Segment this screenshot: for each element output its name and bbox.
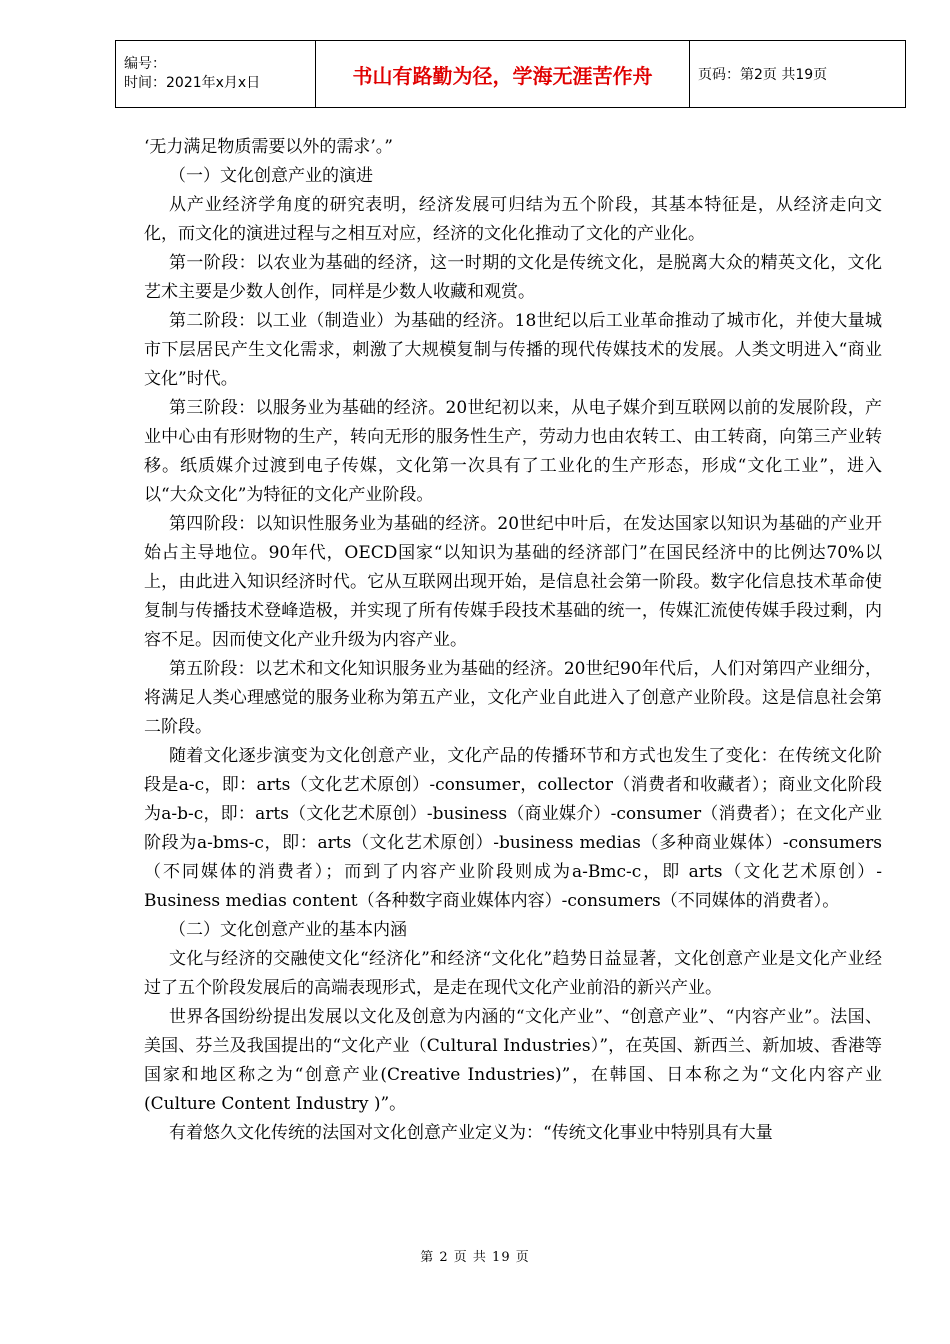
paragraph: 随着文化逐步演变为文化创意产业，文化产品的传播环节和方式也发生了变化：在传统文化阶段是a-c，即：arts（文化艺术原创）-consumer，collector（消费者和收藏者）；商业文化阶段为a-b-c，即：arts（文化艺术原创）-business（商业媒介）-consumer（消费者）；在文化产业阶段为a-bms-c，即：arts（文化艺术原创）-business medias（多种商业媒体）-consumers（不同媒体的消费者）；而到了内容产业阶段则成为a-Bmc-c，即 arts（文化艺术原创）-Business medias content（各种数字商业媒体内容）-consumers（不同媒体的消费者）。 bbox=[144, 746, 882, 911]
section-heading-connotation: （二）文化创意产业的基本内涵 bbox=[169, 920, 407, 940]
document-header bbox=[115, 40, 906, 108]
section-heading-evolution: （一）文化创意产业的演进 bbox=[169, 166, 373, 186]
header-page-number: 页码：第2页 共19页 bbox=[690, 41, 906, 108]
document-time-label: 时间：2021年x月x日 bbox=[124, 75, 261, 91]
page-footer: 第 2 页 共 19 页 bbox=[420, 1250, 530, 1265]
paragraph-stage-3: 第三阶段：以服务业为基础的经济。20世纪初以来，从电子媒介到互联网以前的发展阶段，产业中心由有形财物的生产，转向无形的服务性生产，劳动力也由农转工、由工转商，向第三产业转移。纸质媒介过渡到电子传媒，文化第一次具有了工业化的生产形态，形成“文化工业”，进入以“大众文化”为特征的文化产业阶段。 bbox=[144, 398, 882, 505]
paragraph-continuation: ‘无力满足物质需要以外的需求’。” bbox=[144, 137, 393, 157]
paragraph: 有着悠久文化传统的法国对文化创意产业定义为：“传统文化事业中特别具有大量 bbox=[169, 1123, 773, 1143]
paragraph: 文化与经济的交融使文化“经济化”和经济“文化化”趋势日益显著，文化创意产业是文化产业经过了五个阶段发展后的高端表现形式，是走在现代文化产业前沿的新兴产业。 bbox=[144, 949, 882, 998]
document-body bbox=[144, 133, 882, 1148]
paragraph-stage-2: 第二阶段：以工业（制造业）为基础的经济。18世纪以后工业革命推动了城市化，并使大量城市下层居民产生文化需求，刺激了大规模复制与传播的现代传媒技术的发展。人类文明进入“商业文化”时代。 bbox=[144, 311, 882, 389]
paragraph-stage-4: 第四阶段：以知识性服务业为基础的经济。20世纪中叶后，在发达国家以知识为基础的产业开始占主导地位。90年代，OECD国家“以知识为基础的经济部门”在国民经济中的比例达70%以上，由此进入知识经济时代。它从互联网出现开始，是信息社会第一阶段。数字化信息技术革命使复制与传播技术登峰造极，并实现了所有传媒手段技术基础的统一，传媒汇流使传媒手段过剩，内容不足。因而使文化产业升级为内容产业。 bbox=[144, 514, 882, 650]
header-motto: 书山有路勤为径，学海无涯苦作舟 bbox=[316, 41, 690, 108]
paragraph: 从产业经济学角度的研究表明，经济发展可归结为五个阶段，其基本特征是，从经济走向文化，而文化的演进过程与之相互对应，经济的文化化推动了文化的产业化。 bbox=[144, 195, 882, 244]
paragraph: 世界各国纷纷提出发展以文化及创意为内涵的“文化产业”、“创意产业”、“内容产业”。法国、美国、芬兰及我国提出的“文化产业（Cultural Industries）”，在英国、新西兰、新加坡、香港等国家和地区称之为“创意产业(Creative Industries)”，在韩国、日本称之为“文化内容产业(Culture Content Industry )”。 bbox=[144, 1007, 882, 1114]
header-meta bbox=[116, 41, 316, 108]
paragraph-stage-5: 第五阶段：以艺术和文化知识服务业为基础的经济。20世纪90年代后，人们对第四产业细分，将满足人类心理感觉的服务业称为第五产业，文化产业自此进入了创意产业阶段。这是信息社会第二阶段。 bbox=[144, 659, 882, 737]
document-number-label: 编号： bbox=[124, 56, 166, 72]
paragraph-stage-1: 第一阶段：以农业为基础的经济，这一时期的文化是传统文化，是脱离大众的精英文化，文化艺术主要是少数人创作，同样是少数人收藏和观赏。 bbox=[144, 253, 882, 302]
